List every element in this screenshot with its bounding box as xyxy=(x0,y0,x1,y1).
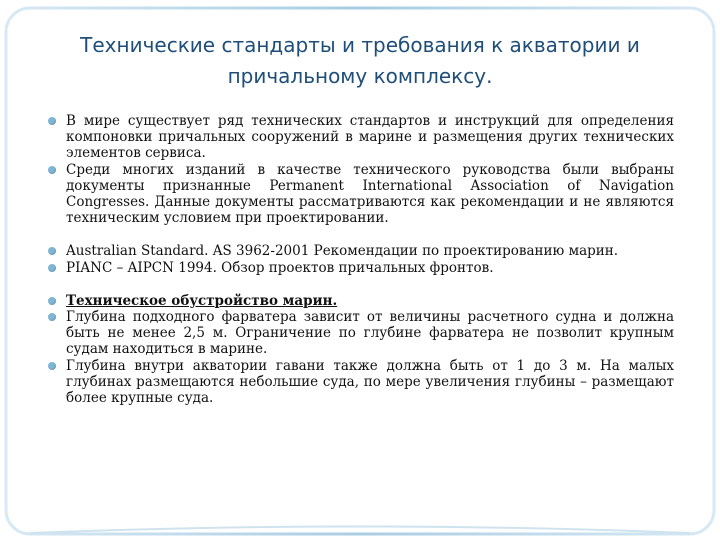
bullet-text: В мире существует ряд технических стандартов и инструкций для определения компоновки причальных сооружений в марине и размещения других технических элементов сервиса. xyxy=(66,113,674,162)
bullet-text: Среди многих изданий в качестве технического руководства были выбраны документы признанные Permanent International Association of Navigation Congresses. Данные документы рассматриваются как рекомендации и не являются техническим условием при проектировании. xyxy=(66,161,674,227)
bullet-icon xyxy=(48,362,56,370)
bullet-text: Глубина внутри акватории гавани также должна быть от 1 до 3 м. На малых глубинах размещаются небольшие суда, по мере увеличения глубины – размещают более крупные суда. xyxy=(66,357,674,407)
bullet-text: Глубина подходного фарватера зависит от величины расчетного судна и должна быть не менее 2,5 м. Ограничение по глубине фарватера не позволит крупным судам находиться в марине. xyxy=(66,309,674,358)
title-line-2: причальному комплексу. xyxy=(227,64,493,88)
bullet-icon xyxy=(48,166,56,174)
list-item xyxy=(46,260,674,276)
section-heading: Техническое обустройство марин. xyxy=(66,292,338,309)
list-item xyxy=(46,309,674,358)
slide-body xyxy=(46,113,674,406)
list-item xyxy=(46,113,674,162)
bullet-text: PIANC – AIPCN 1994. Обзор проектов причальных фронтов. xyxy=(66,259,494,276)
bullet-icon xyxy=(48,264,56,272)
title-line-1: Технические стандарты и требования к акватории и xyxy=(80,33,640,57)
bullet-icon xyxy=(48,117,56,125)
list-item xyxy=(46,293,674,309)
bullet-icon xyxy=(48,247,56,255)
bullet-icon xyxy=(48,313,56,321)
slide-title xyxy=(40,30,680,92)
list-item xyxy=(46,162,674,227)
list-item xyxy=(46,243,674,259)
bullet-icon xyxy=(48,297,56,305)
bullet-text: Australian Standard. AS 3962-2001 Рекомендации по проектированию марин. xyxy=(66,243,619,260)
list-item xyxy=(46,358,674,407)
